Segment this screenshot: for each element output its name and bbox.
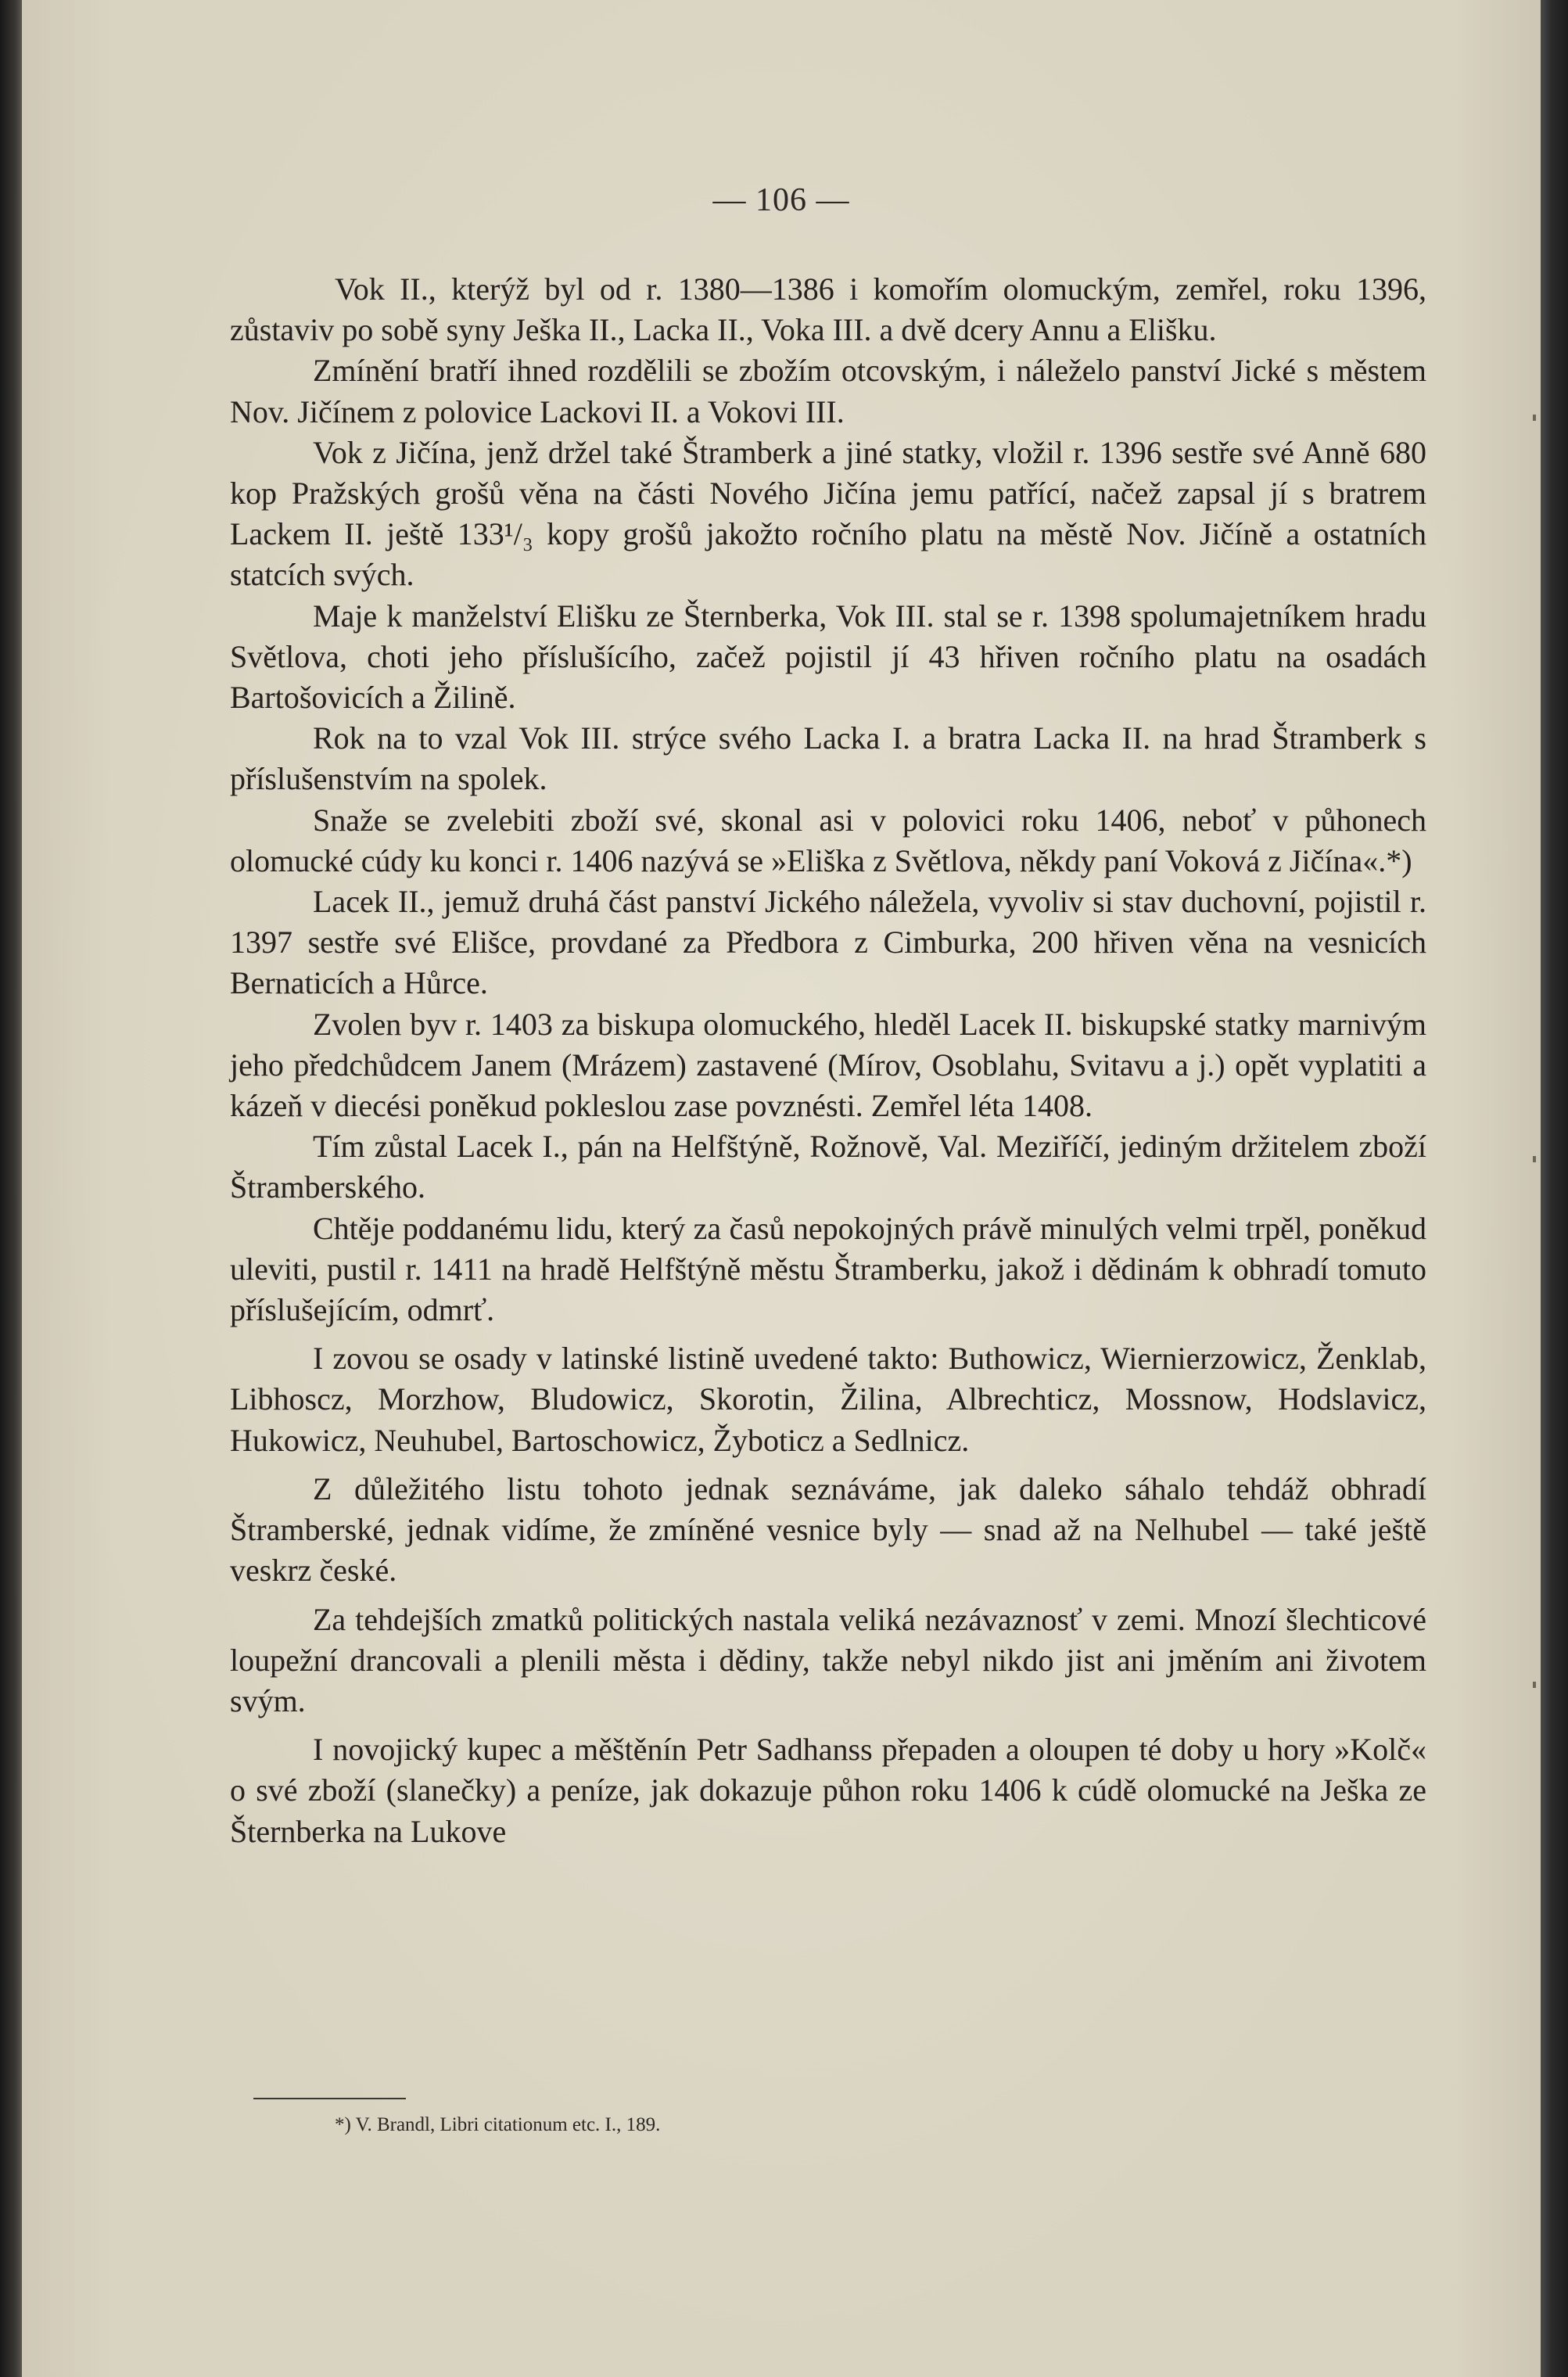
footnote-divider (253, 2098, 406, 2099)
paragraph: Za tehdejších zmatků politických nastala veliká nezávaznosť v zemi. Mnozí šlechticové loupežní drancovali a plenili města i dědiny, takže nebyl nikdo jist ani jměním ani životem svým. (230, 1601, 1426, 1718)
margin-mark (1533, 415, 1536, 421)
page-number: — 106 — (712, 182, 850, 218)
paragraph: I zovou se osady v latinské listině uvedené takto: Buthowicz, Wiernierzowicz, Ženklab, Libhoscz, Morzhow, Bludowicz, Skorotin, Žilina, Albrechticz, Mossnow, Hodslavicz, Hukowicz, Neuhubel, Bartoschowicz, Žyboticz a Sedlnicz. (230, 1341, 1426, 1458)
margin-mark (1533, 1682, 1536, 1688)
footnote: *) V. Brandl, Libri citationum etc. I., 189. (335, 2114, 661, 2135)
paragraph: Z důležitého listu tohoto jednak seznáváme, jak daleko sáhalo tehdáž obhradí Štramberské, jednak vidíme, že zmíněné vesnice byly — snad až na Nelhubel — také ještě veskrz české. (230, 1470, 1426, 1589)
scan-edge-left (0, 0, 22, 2377)
scan-edge-right (1541, 0, 1568, 2377)
paragraph: Tím zůstal Lacek I., pán na Helfštýně, Rožnově, Val. Meziříčí, jediným držitelem zboží Štramberského. (230, 1129, 1426, 1205)
body-text (230, 269, 1426, 1852)
paragraph: Chtěje poddanému lidu, který za časů nepokojných právě minulých velmi trpěl, poněkud uleviti, pustil r. 1411 na hradě Helfštýně městu Štramberku, jakož i dědinám k obhradí tomuto příslušejícím, odmrť. (230, 1210, 1426, 1328)
paragraph: Zvolen byv r. 1403 za biskupa olomuckého, hleděl Lacek II. biskupské statky marnivým jeho předchůdcem Janem (Mrázem) zastavené (Mírov, Osoblahu, Svitavu a j.) opět vyplatiti a kázeň v diecési poněkud pokleslou zase povznésti. Zemřel léta 1408. (230, 1006, 1426, 1124)
margin-mark (1533, 1156, 1536, 1162)
document-page (22, 0, 1541, 2377)
paragraph: Snaže se zvelebiti zboží své, skonal asi v polovici roku 1406, neboť v půhonech olomucké cúdy ku konci r. 1406 nazývá se »Eliška z Světlova, někdy paní Voková z Jičína«.*) (230, 802, 1426, 878)
paragraph: I novojický kupec a měštěnín Petr Sadhanss přepaden a oloupen té doby u hory »Kolč« o své zboží (slanečky) a peníze, jak dokazuje půhon roku 1406 k cúdě olomucké na Ješka ze Šternberka na Lukove (230, 1732, 1426, 1849)
paragraph: Rok na to vzal Vok III. strýce svého Lacka I. a bratra Lacka II. na hrad Štramberk s příslušenstvím na spolek. (230, 720, 1426, 797)
paragraph: Vok II., kterýž byl od r. 1380—1386 i komořím olomuckým, zemřel, roku 1396, zůstaviv po sobě syny Ješka II., Lacka II., Voka III. a dvě dcery Annu a Elišku. (230, 271, 1426, 348)
paragraph: Lacek II., jemuž druhá část panství Jického náležela, vyvoliv si stav duchovní, pojistil r. 1397 sestře své Elišce, provdané za Předbora z Cimburka, 200 hřiven věna na vesnicích Bernaticích a Hůrce. (230, 884, 1426, 1001)
paragraph: Zmínění bratří ihned rozdělili se zbožím otcovským, i náleželo panství Jické s městem Nov. Jičínem z polovice Lackovi II. a Vokovi III. (230, 353, 1426, 429)
paragraph: Maje k manželství Elišku ze Šternberka, Vok III. stal se r. 1398 spolumajetníkem hradu Světlova, choti jeho příslušícího, začež pojistil jí 43 hřiven ročního platu na osadách Bartošovicích a Žilině. (230, 598, 1426, 716)
paragraph: Vok z Jičína, jenž držel také Štramberk a jiné statky, vložil r. 1396 sestře své Anně 680 kop Pražských grošů věna na části Nového Jičína jemu patřící, načež zapsal jí s bratrem Lackem II. ještě 133¹/₃ kopy grošů jakožto ročního platu na městě Nov. Jičíně a ostatních statcích svých. (230, 434, 1426, 593)
